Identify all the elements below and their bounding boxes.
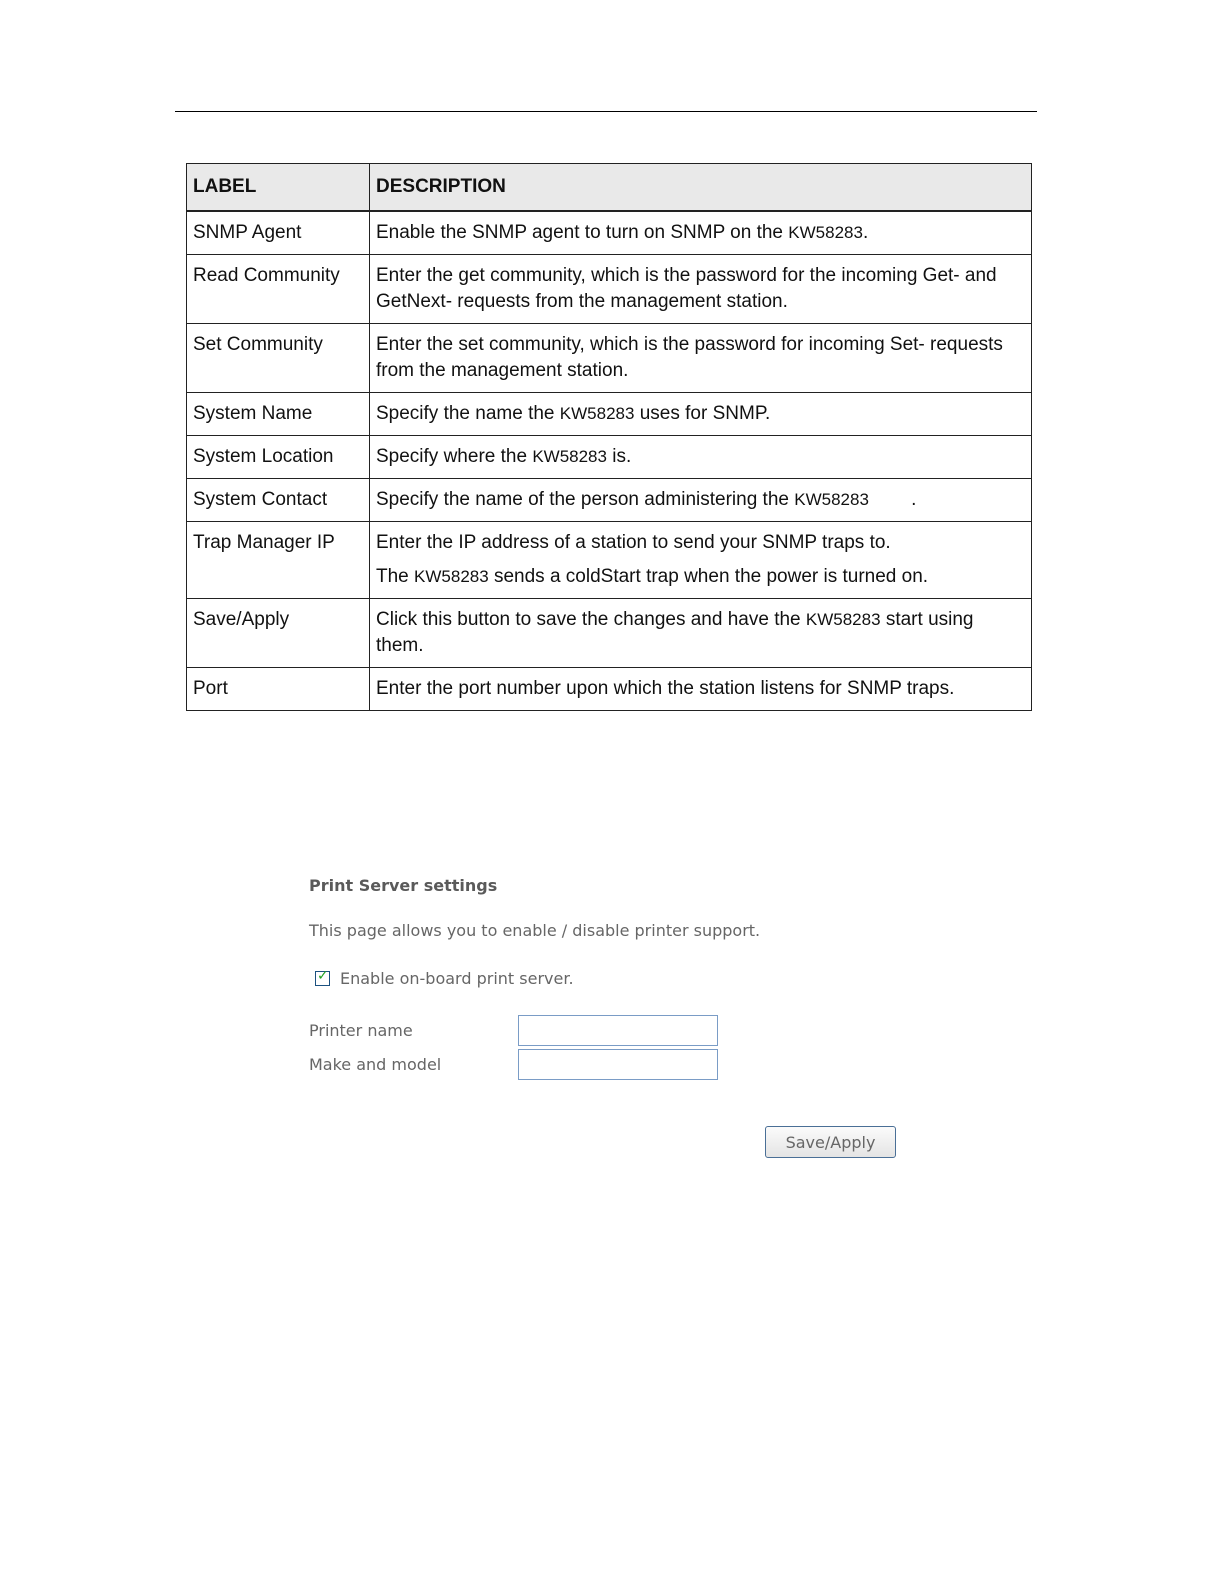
row-description: Specify the name of the person administering the KW58283 . [370,479,1032,522]
printer-name-input[interactable] [518,1015,718,1046]
row-description: Enter the get community, which is the password for the incoming Get- and GetNext- requests from the management station. [370,255,1032,324]
save-apply-button[interactable]: Save/Apply [765,1126,896,1158]
row-label: System Contact [187,479,370,522]
checkmark-icon: ✓ [317,968,329,984]
row-description: Click this button to save the changes and have the KW58283 start using them. [370,599,1032,668]
table-row [187,324,1032,393]
page-description: This page allows you to enable / disable printer support. [309,921,761,940]
row-description: Enter the IP address of a station to send your SNMP traps to. The KW58283 sends a coldStart trap when the power is turned on. [370,522,1032,599]
printer-name-label: Printer name [309,1021,413,1040]
row-label: SNMP Agent [187,211,370,255]
label-column-header: LABEL [187,164,370,212]
row-description: Enter the set community, which is the password for incoming Set- requests from the management station. [370,324,1032,393]
table-row [187,255,1032,324]
row-description: Enter the port number upon which the station listens for SNMP traps. [370,668,1032,711]
table-row [187,393,1032,436]
product-name: KW58283 [794,490,869,509]
row-description: Enable the SNMP agent to turn on SNMP on the KW58283. [370,211,1032,255]
row-label: Port [187,668,370,711]
printer-name-row [309,1015,718,1046]
row-description: Specify where the KW58283 is. [370,436,1032,479]
table-row [187,599,1032,668]
product-name: KW58283 [532,447,607,466]
page-title: Print Server settings [309,876,498,895]
product-name: KW58283 [805,610,881,629]
table-row [187,479,1032,522]
row-label: Save/Apply [187,599,370,668]
table-row [187,522,1032,599]
description-column-header: DESCRIPTION [370,164,1032,212]
snmp-description-table [186,163,1032,711]
make-model-input[interactable] [518,1049,718,1080]
row-label: System Location [187,436,370,479]
table-row [187,211,1032,255]
product-name: KW58283 [414,567,489,586]
header-rule [175,111,1037,112]
product-name: KW58283 [788,223,863,242]
row-label: Set Community [187,324,370,393]
make-model-label: Make and model [309,1055,442,1074]
make-model-row [309,1049,718,1080]
row-description: Specify the name the KW58283 uses for SNMP. [370,393,1032,436]
row-label: Trap Manager IP [187,522,370,599]
table-header-row [187,164,1032,212]
enable-print-server-option[interactable] [315,969,574,988]
row-label: Read Community [187,255,370,324]
enable-print-server-checkbox[interactable] [315,968,330,986]
table-row [187,668,1032,711]
table-row [187,436,1032,479]
row-label: System Name [187,393,370,436]
product-name: KW58283 [559,404,635,423]
checkbox-label: Enable on-board print server. [340,969,574,988]
